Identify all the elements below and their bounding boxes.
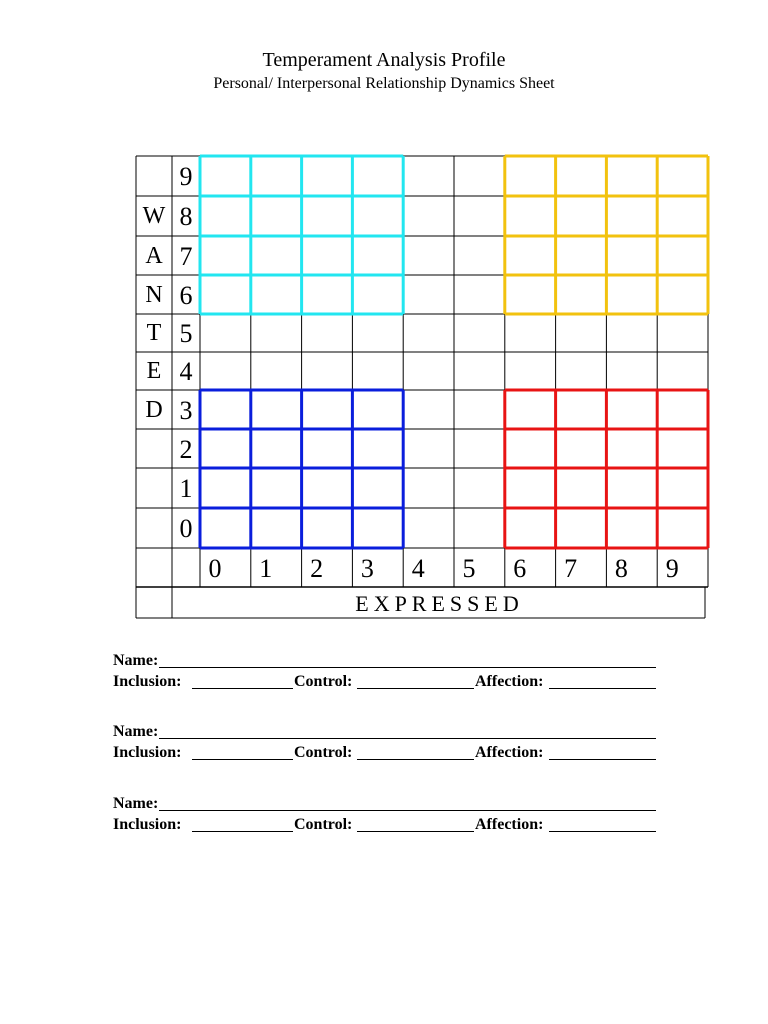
column-number: 6: [513, 554, 527, 583]
inclusion-field[interactable]: [192, 688, 293, 689]
name-label: Name:: [113, 723, 159, 740]
participant-form: [113, 650, 658, 692]
column-number: 0: [208, 554, 222, 583]
column-number: 2: [310, 554, 324, 583]
row-number: 2: [179, 434, 193, 464]
wanted-letter: W: [142, 203, 166, 229]
row-number: 7: [179, 241, 193, 271]
row-number: 6: [179, 280, 193, 310]
page-title: Temperament Analysis Profile: [262, 49, 506, 71]
row-number: 9: [179, 162, 193, 191]
scores-line: [113, 671, 658, 692]
column-number: 5: [462, 554, 476, 583]
control-label: Control:: [294, 673, 353, 690]
row-number: 8: [179, 202, 193, 231]
inclusion-label: Inclusion:: [113, 744, 182, 761]
participant-form: [113, 793, 658, 835]
name-field[interactable]: [159, 738, 656, 739]
control-label: Control:: [294, 744, 353, 761]
wanted-letter: E: [146, 358, 162, 384]
affection-label: Affection:: [475, 744, 544, 761]
name-line: [113, 721, 658, 742]
row-number: 4: [179, 357, 193, 386]
name-label: Name:: [113, 652, 159, 669]
inclusion-field[interactable]: [192, 831, 293, 832]
column-number: 9: [665, 554, 679, 583]
column-number: 4: [411, 554, 425, 583]
control-field[interactable]: [357, 688, 474, 689]
inclusion-label: Inclusion:: [113, 673, 182, 690]
name-field[interactable]: [159, 810, 656, 811]
column-number: 8: [614, 554, 628, 583]
row-number: 1: [179, 474, 193, 503]
control-label: Control:: [294, 816, 353, 833]
inclusion-label: Inclusion:: [113, 816, 182, 833]
affection-field[interactable]: [549, 688, 656, 689]
affection-label: Affection:: [475, 816, 544, 833]
row-number: 3: [179, 395, 193, 425]
wanted-letter: N: [145, 281, 163, 308]
column-number: 7: [564, 554, 578, 583]
control-field[interactable]: [357, 759, 474, 760]
scores-line: [113, 814, 658, 835]
name-line: [113, 650, 658, 671]
wanted-letter: D: [145, 396, 163, 423]
wanted-letter: T: [146, 320, 162, 346]
affection-field[interactable]: [549, 759, 656, 760]
row-number: 0: [179, 514, 193, 543]
column-number: 1: [259, 554, 273, 583]
affection-label: Affection:: [475, 673, 544, 690]
wanted-letter: A: [145, 242, 163, 269]
name-label: Name:: [113, 795, 159, 812]
column-number: 3: [360, 554, 374, 583]
expressed-label: EXPRESSED: [355, 591, 524, 616]
affection-field[interactable]: [549, 831, 656, 832]
name-field[interactable]: [159, 667, 656, 668]
row-number: 5: [179, 319, 193, 348]
control-field[interactable]: [357, 831, 474, 832]
participant-form: [113, 721, 658, 763]
scores-line: [113, 742, 658, 763]
name-line: [113, 793, 658, 814]
page-subtitle: Personal/ Interpersonal Relationship Dynamics Sheet: [213, 75, 555, 92]
inclusion-field[interactable]: [192, 759, 293, 760]
